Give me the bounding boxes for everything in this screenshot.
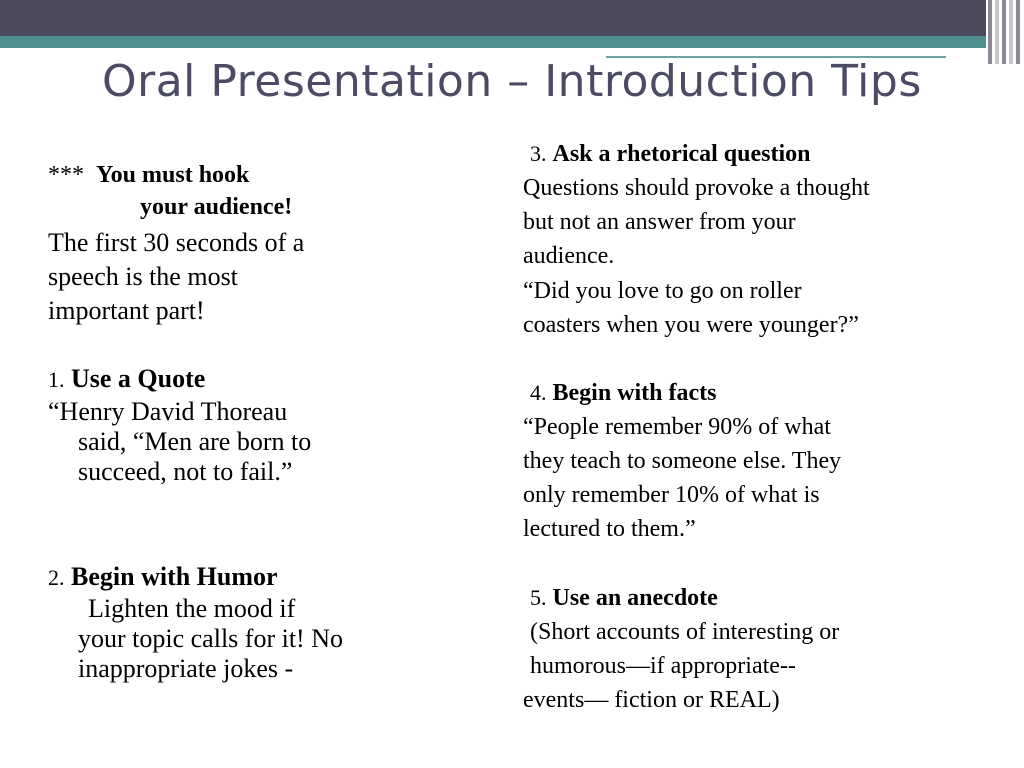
tip5-line-1: (Short accounts of interesting or: [530, 619, 840, 645]
tip3-line-3: audience.: [523, 243, 615, 269]
tip1-number: 1.: [48, 367, 65, 392]
tip5-heading: Use an anecdote: [552, 585, 718, 611]
tip2-heading: Begin with Humor: [71, 562, 278, 591]
tip2-line-1: Lighten the mood if: [88, 594, 296, 623]
tip4-line-2: they teach to someone else. They: [523, 448, 842, 474]
tip5-heading-row: [530, 581, 718, 615]
intro-line-1: The first 30 seconds of a: [48, 228, 305, 257]
tip1-line-3: succeed, not to fail.”: [78, 457, 293, 486]
tip2-line-2: your topic calls for it! No: [78, 624, 343, 653]
tip1-line-2: said, “Men are born to: [78, 427, 312, 456]
tip1-line-1: “Henry David Thoreau: [48, 397, 288, 426]
tip5-line-2: humorous—if appropriate--: [530, 653, 796, 679]
tip3-line-5: coasters when you were younger?”: [523, 312, 859, 338]
header-band-dark: [0, 0, 1024, 36]
tip4-heading: Begin with facts: [552, 380, 717, 406]
tip1-heading-row: [48, 362, 205, 397]
tip2-line-3: inappropriate jokes -: [78, 654, 294, 683]
tip3-heading: Ask a rhetorical question: [552, 141, 811, 167]
tip2-number: 2.: [48, 565, 65, 590]
tip3-line-4: “Did you love to go on roller: [523, 278, 802, 304]
tip3-line-1: Questions should provoke a thought: [523, 175, 870, 201]
tip4-heading-row: [530, 376, 717, 410]
tip2-heading-row: [48, 560, 278, 595]
tip3-heading-row: [530, 137, 811, 171]
hook-line-1: [48, 160, 249, 190]
tip3-number: 3.: [530, 141, 547, 166]
tip1-heading: Use a Quote: [71, 364, 206, 393]
hook-prefix: ***: [48, 162, 84, 188]
tip4-line-3: only remember 10% of what is: [523, 482, 820, 508]
intro-line-3: important part!: [48, 296, 205, 325]
tip3-line-2: but not an answer from your: [523, 209, 796, 235]
tip4-line-1: “People remember 90% of what: [523, 414, 831, 440]
header-band-teal: [0, 36, 1024, 48]
tip4-line-4: lectured to them.”: [523, 516, 696, 542]
header-corner-bars: [986, 0, 1024, 64]
tip5-number: 5.: [530, 585, 547, 610]
tip4-number: 4.: [530, 380, 547, 405]
tip5-line-3: events— fiction or REAL): [523, 687, 780, 713]
intro-line-2: speech is the most: [48, 262, 238, 291]
hook-heading-1: You must hook: [96, 162, 250, 188]
slide-title: Oral Presentation – Introduction Tips: [102, 56, 922, 107]
hook-heading-2: your audience!: [140, 194, 293, 220]
